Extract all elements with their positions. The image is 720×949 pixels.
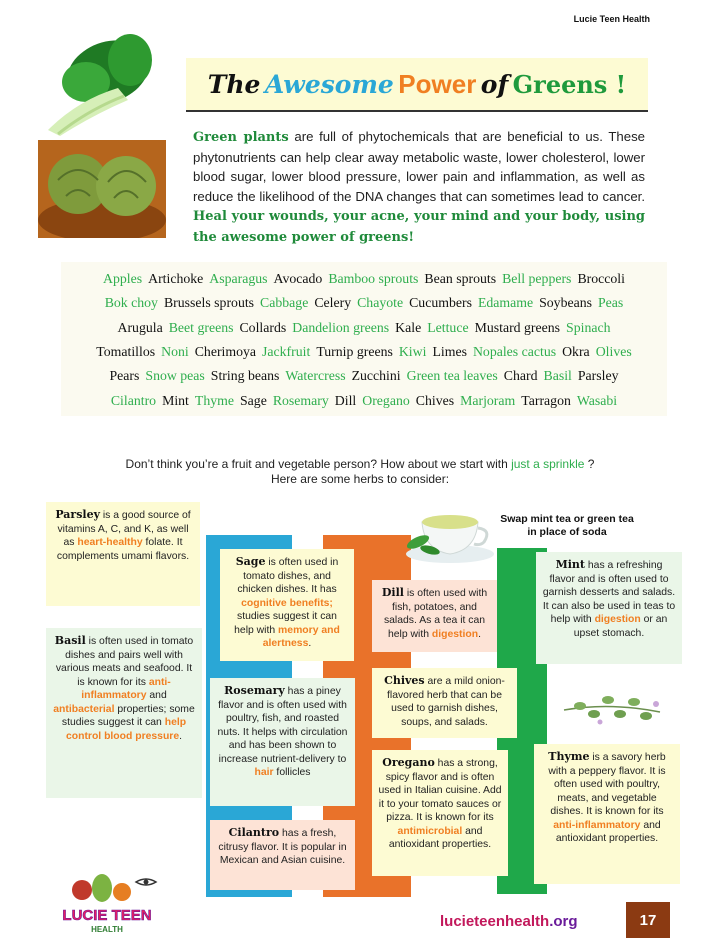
vegetable-row — [61, 344, 667, 360]
vegetable-item: Zucchini — [351, 368, 401, 383]
vegetable-item: Broccoli — [577, 271, 625, 286]
vegetable-item: Nopales cactus — [472, 344, 557, 359]
herb-highlight: digestion — [431, 628, 479, 640]
vegetable-item: Kale — [395, 320, 422, 335]
herb-highlight: digestion — [594, 614, 641, 625]
vegetable-item: Spinach — [566, 320, 611, 335]
title-the: The — [207, 69, 261, 99]
vegetable-item: Mint — [162, 393, 189, 408]
herb-text: has a strong, spicy flavor and is often used in Italian cuisine. Add it to your tomato sauces or pizza. It is known for its — [378, 758, 502, 823]
logo-subtext: HEALTH — [91, 925, 123, 934]
herb-card-parsley — [46, 502, 200, 606]
artichoke-image — [38, 140, 166, 238]
vegetable-item: Arugula — [117, 320, 163, 335]
vegetable-item: Apples — [103, 271, 143, 286]
vegetable-item: Brussels sprouts — [163, 295, 255, 310]
question-sprinkle: just a sprinkle — [511, 457, 585, 471]
herb-highlight: antibacterial — [53, 703, 115, 715]
herb-highlight: hair — [254, 767, 274, 778]
vegetable-item: Mustard greens — [474, 320, 561, 335]
herb-card-sage — [220, 549, 354, 661]
herb-name: Cilantro — [228, 826, 280, 839]
herb-text: and antioxidant properties. — [388, 825, 492, 850]
vegetable-item: Chayote — [357, 295, 404, 310]
thyme-sprig-image — [560, 682, 664, 734]
herb-card-chives — [372, 668, 517, 738]
vegetable-item: Bell peppers — [502, 271, 572, 286]
tea-cup-image — [404, 502, 496, 564]
vegetable-item: Sage — [240, 393, 267, 408]
vegetable-item: Noni — [161, 344, 189, 359]
herb-text: is often used with fish, potatoes, and salads. As a tea it can help with — [383, 588, 488, 640]
herb-text: follicles — [273, 767, 311, 778]
vegetable-item: Chard — [503, 368, 538, 383]
herb-name: Dill — [381, 586, 404, 599]
herb-text: or an upset stomach. — [573, 614, 668, 639]
vegetable-row — [61, 393, 667, 409]
vegetable-item: Chives — [415, 393, 455, 408]
vegetable-row — [61, 368, 667, 384]
vegetable-item: Limes — [432, 344, 467, 359]
herb-text: has a piney flavor and is often used with poultry, fish, and roasted nuts. It helps with circulation and has been shown to increase nutrient-delivery to — [217, 686, 348, 765]
herb-card-basil — [46, 628, 202, 798]
herb-name: Mint — [555, 558, 586, 571]
vegetable-item: Tarragon — [521, 393, 571, 408]
title-awesome: Awesome — [264, 69, 394, 99]
vegetable-item: Parsley — [577, 368, 619, 383]
herb-text: has a fresh, citrusy flavor. It is popular in Mexican and Asian cuisine. — [218, 828, 347, 866]
intro-body: are full of phytochemicals that are beneficial to us. These phytonutrients can help clear away metabolic waste, lower cholesterol, lower blood sugar, lower blood pressure, lower pain and inflammation, as well as reduce the likelihood of the DNA changes that can sometimes lead to cancer. — [193, 129, 645, 204]
logo-text: LUCIE TEEN — [62, 907, 152, 924]
vegetable-item: Artichoke — [148, 271, 204, 286]
vegetable-item: Green tea leaves — [406, 368, 498, 383]
herb-text: is a savory herb with a peppery flavor. It is often used with poultry, meats, and vegetable dishes. It is known for its — [548, 752, 666, 817]
lucie-teen-health-logo — [52, 868, 162, 940]
vegetable-item: Thyme — [194, 393, 234, 408]
herb-card-dill — [372, 580, 497, 652]
page-title — [186, 58, 648, 112]
title-greens: Greens ! — [512, 69, 627, 99]
herb-highlight: heart-healthy — [77, 537, 143, 548]
herb-text: and antioxidant properties. — [555, 819, 661, 844]
herb-card-rosemary — [210, 678, 355, 806]
vegetable-item: Beet greens — [168, 320, 234, 335]
herb-text: properties; some studies suggest it can — [61, 703, 195, 728]
vegetable-item: Olives — [595, 344, 632, 359]
herb-card-thyme — [534, 744, 680, 884]
bok-choy-image — [38, 30, 168, 138]
brand-header: Lucie Teen Health — [573, 14, 650, 24]
herb-highlight: cognitive benefits; — [241, 597, 333, 609]
herb-card-mint — [536, 552, 682, 664]
footer-url-name: lucieteenhealth — [440, 913, 550, 930]
herb-name: Parsley — [55, 508, 100, 521]
vegetable-item: Bamboo sprouts — [328, 271, 419, 286]
vegetable-item: Avocado — [273, 271, 323, 286]
vegetable-item: Kiwi — [398, 344, 427, 359]
herb-highlight: help control blood pressure — [65, 717, 187, 742]
vegetable-item: Basil — [543, 368, 572, 383]
herb-highlight: memory and alertness — [262, 624, 340, 649]
vegetable-item: Tomatillos — [96, 344, 156, 359]
herb-name: Rosemary — [224, 684, 285, 697]
vegetable-row — [61, 295, 667, 311]
herb-name: Basil — [54, 634, 86, 647]
herb-text: . — [308, 638, 312, 649]
herb-text: are a mild onion-flavored herb that can be used to garnish dishes, soups, and salads. — [387, 676, 505, 728]
vegetable-item: Collards — [239, 320, 287, 335]
footer-url[interactable] — [440, 913, 578, 930]
vegetable-item: Bok choy — [104, 295, 158, 310]
herb-card-oregano — [372, 750, 508, 876]
footer-url-tld: .org — [549, 913, 578, 930]
vegetable-item: Cucumbers — [409, 295, 472, 310]
intro-paragraph — [193, 127, 645, 247]
herb-card-cilantro — [210, 820, 355, 890]
herb-text: . — [179, 730, 183, 742]
herb-highlight: antimicrobial — [397, 825, 463, 837]
vegetable-item: Soybeans — [539, 295, 592, 310]
vegetable-item: Watercress — [285, 368, 346, 383]
vegetable-item: Bean sprouts — [424, 271, 497, 286]
intro-lead: Green plants — [193, 130, 289, 145]
question-text: Don’t think you’re a fruit and vegetable person? How about we start with — [125, 457, 512, 471]
vegetable-item: Peas — [598, 295, 624, 310]
herb-text: has a refreshing flavor and is often used to garnish desserts and salads. It can also be used in teas to help with — [542, 560, 676, 625]
intro-closing: Heal your wounds, your acne, your mind and your body, using the awesome power of greens! — [193, 209, 645, 245]
vegetable-row — [61, 320, 667, 336]
vegetable-item: Edamame — [477, 295, 534, 310]
vegetable-item: Snow peas — [145, 368, 205, 383]
herb-name: Thyme — [548, 750, 590, 763]
vegetable-item: Jackfruit — [262, 344, 311, 359]
title-power: Power — [398, 68, 477, 99]
title-of: of — [480, 69, 509, 99]
herb-intro: Here are some herbs to consider: — [270, 472, 450, 486]
vegetable-item: Lettuce — [427, 320, 469, 335]
herb-text: is often used in tomato dishes and pairs well with various meats and seafood. It is known for its — [55, 636, 194, 688]
herb-question — [0, 457, 720, 471]
vegetable-item: Oregano — [362, 393, 410, 408]
vegetable-item: Pears — [109, 368, 140, 383]
vegetable-item: Asparagus — [209, 271, 268, 286]
vegetable-item: Celery — [314, 295, 352, 310]
vegetable-item: Marjoram — [460, 393, 516, 408]
herb-highlight: anti-inflammatory — [553, 819, 641, 831]
vegetable-item: Cherimoya — [194, 344, 257, 359]
vegetable-row — [61, 271, 667, 287]
vegetable-item: Turnip greens — [316, 344, 393, 359]
herb-name: Chives — [384, 674, 425, 687]
vegetable-item: Cabbage — [260, 295, 309, 310]
herb-text: and — [146, 690, 167, 701]
vegetable-item: Dill — [334, 393, 357, 408]
herb-text: studies suggest it can help with — [234, 611, 337, 636]
herb-name: Oregano — [382, 756, 435, 769]
vegetable-item: String beans — [210, 368, 280, 383]
vegetable-item: Cilantro — [110, 393, 157, 408]
vegetable-item: Dandelion greens — [292, 320, 390, 335]
vegetable-item: Okra — [562, 344, 590, 359]
swap-tip: Swap mint tea or green tea in place of soda — [500, 513, 634, 538]
vegetable-item: Rosemary — [272, 393, 329, 408]
herb-text: . — [478, 628, 481, 640]
herb-text: is often used in tomato dishes, and chicken dishes. It has — [237, 557, 339, 595]
question-mark: ? — [584, 457, 595, 471]
herb-text: is a good source of vitamins A, C, and K, as well as — [57, 510, 191, 548]
page-number: 17 — [626, 902, 670, 938]
herb-highlight: anti-inflammatory — [81, 676, 171, 701]
herb-text: folate. It complements umami flavors. — [56, 537, 190, 562]
herb-name: Sage — [235, 555, 266, 568]
vegetable-item: Wasabi — [576, 393, 618, 408]
